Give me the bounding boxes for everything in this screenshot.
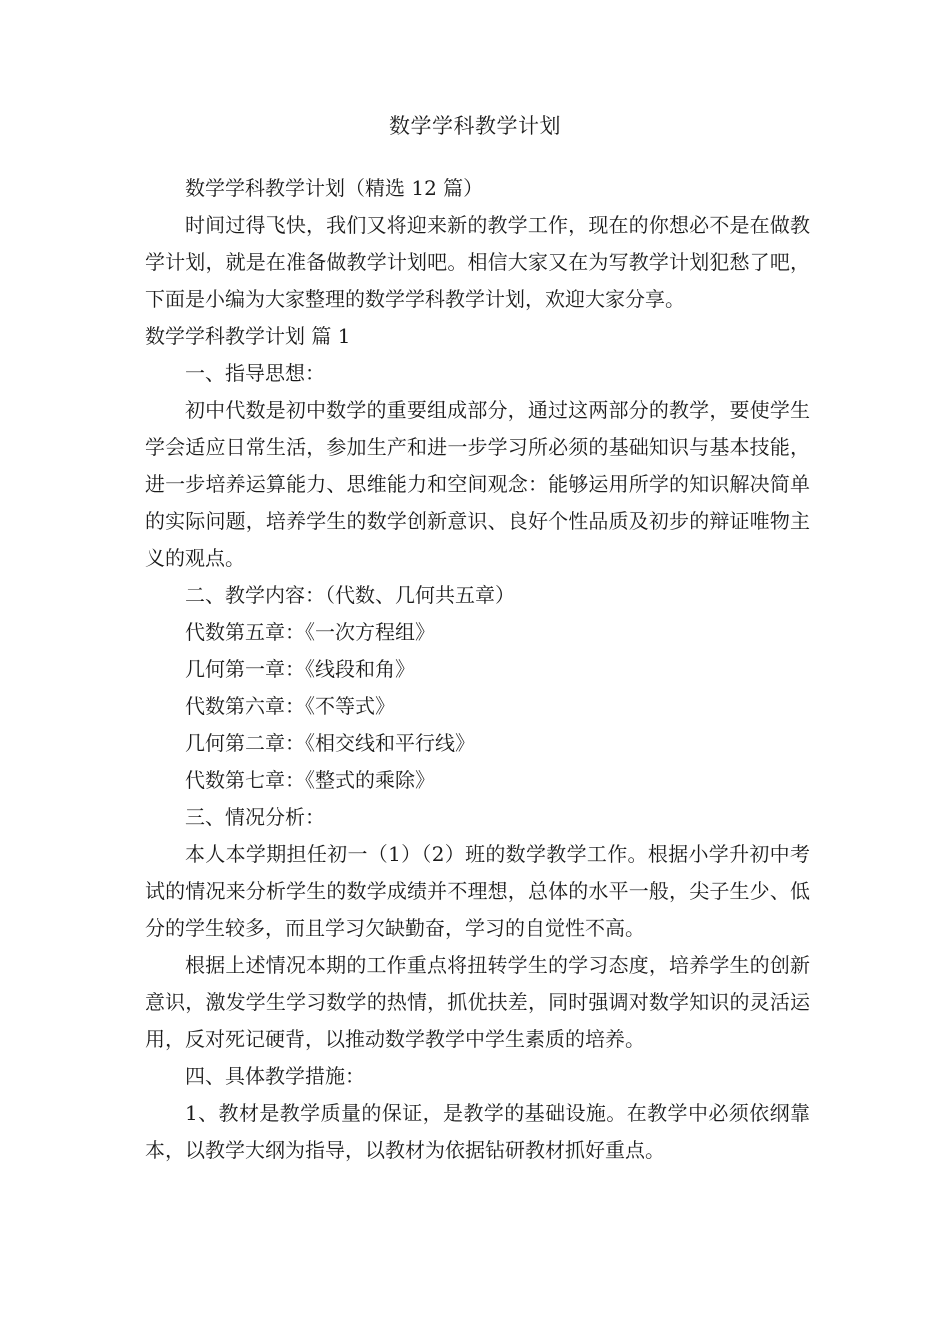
paragraph-subtitle: 数学学科教学计划（精选 12 篇） — [185, 176, 484, 200]
content-item-geometry-1: 几何第一章：《线段和角》 — [185, 657, 415, 681]
paragraph-situation-analysis: 本人本学期担任初一（1）（2）班的数学教学工作。根据小学升初中考试的情况来分析学生的数学成绩并不理想，总体的水平一般，尖子生少、低分的学生较多，而且学习欠缺勤奋，学习的自觉性不高。 — [145, 842, 810, 940]
section-heading-part-1: 数学学科教学计划 篇 1 — [145, 324, 351, 348]
content-item-algebra-6: 代数第六章：《不等式》 — [185, 694, 395, 718]
content-item-algebra-5: 代数第五章：《一次方程组》 — [185, 620, 435, 644]
document-title: 数学学科教学计划 — [389, 114, 561, 138]
paragraph-intro: 时间过得飞快，我们又将迎来新的教学工作，现在的你想必不是在做教学计划，就是在准备做教学计划吧。相信大家又在为写教学计划犯愁了吧，下面是小编为大家整理的数学学科教学计划，欢迎大家分享。 — [145, 213, 810, 311]
content-item-algebra-7: 代数第七章：《整式的乘除》 — [185, 768, 435, 792]
heading-situation-analysis: 三、情况分析： — [185, 805, 325, 829]
document-body — [145, 170, 810, 1169]
paragraph-work-focus: 根据上述情况本期的工作重点将扭转学生的学习态度，培养学生的创新意识，激发学生学习数学的热情，抓优扶差，同时强调对数学知识的灵活运用，反对死记硬背，以推动数学教学中学生素质的培养。 — [145, 953, 810, 1051]
content-item-geometry-2: 几何第二章：《相交线和平行线》 — [185, 731, 475, 755]
heading-guiding-ideology: 一、指导思想： — [185, 361, 325, 385]
paragraph-measure-1: 1、教材是教学质量的保证，是教学的基础设施。在教学中必须依纲靠本，以教学大纲为指导，以教材为依据钻研教材抓好重点。 — [145, 1101, 810, 1162]
paragraph-guiding-ideology: 初中代数是初中数学的重要组成部分，通过这两部分的教学，要使学生学会适应日常生活，参加生产和进一步学习所必须的基础知识与基本技能，进一步培养运算能力、思维能力和空间观念：能够运用所学的知识解决简单的实际问题，培养学生的数学创新意识、良好个性品质及初步的辩证唯物主义的观点。 — [145, 398, 810, 570]
heading-teaching-measures: 四、具体教学措施： — [185, 1064, 365, 1088]
heading-teaching-content: 二、教学内容：（代数、几何共五章） — [185, 583, 515, 607]
